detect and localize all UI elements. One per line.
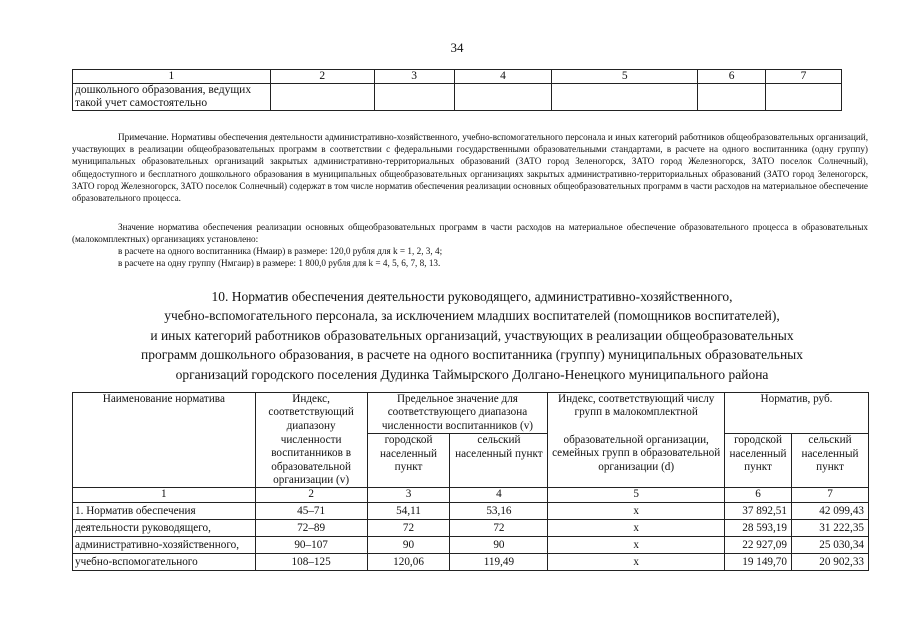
empty-cell <box>374 84 454 111</box>
row-limit-city: 72 <box>367 519 450 536</box>
column-number: 4 <box>450 488 548 502</box>
row-groups: x <box>548 502 725 519</box>
column-number: 2 <box>270 70 374 84</box>
row-groups: x <box>548 553 725 570</box>
note-line-per-group: в расчете на одну группу (Нмгаир) в размере: 1 800,0 рубля для k = 4, 5, 6, 7, 8, 13. <box>118 258 441 268</box>
column-number: 5 <box>548 488 725 502</box>
header-index-range-cont: численности воспитанников в образовательной организации (v) <box>255 434 367 488</box>
table-row <box>73 553 869 570</box>
column-number: 1 <box>73 70 271 84</box>
header-index-range: Индекс, соответствующий диапазону <box>255 393 367 434</box>
section-title-line: 10. Норматив обеспечения деятельности руководящего, административно-хозяйственного, <box>211 289 733 304</box>
column-number: 2 <box>255 488 367 502</box>
section-title <box>72 287 872 384</box>
header-groups: Индекс, соответствующий числу групп в малокомплектной <box>548 393 725 434</box>
row-range: 108–125 <box>255 553 367 570</box>
table-row <box>73 502 869 519</box>
continuation-table <box>72 69 842 111</box>
page-number: 34 <box>450 40 464 55</box>
row-label-cell <box>73 84 271 111</box>
section-title-line: учебно-вспомогательного персонала, за исключением младших воспитателей (помощников воспитателей), <box>164 308 780 324</box>
row-groups: x <box>548 536 725 553</box>
row-limit-rural: 72 <box>450 519 548 536</box>
row-limit-rural: 119,49 <box>450 553 548 570</box>
row-norm-city: 19 149,70 <box>725 553 792 570</box>
header-norm: Норматив, руб. <box>725 393 869 434</box>
table-row <box>73 519 869 536</box>
row-limit-city: 54,11 <box>367 502 450 519</box>
row-norm-rural: 20 902,33 <box>791 553 868 570</box>
header-groups-cont: образовательной организации, семейных групп в образовательной организации (d) <box>548 434 725 488</box>
column-number: 3 <box>367 488 450 502</box>
column-number: 3 <box>374 70 454 84</box>
section-title-line: и иных категорий работников образовательных организаций, участвующих в реализации общеобразовательных <box>150 327 794 343</box>
row-limit-rural: 90 <box>450 536 548 553</box>
column-number: 4 <box>454 70 552 84</box>
note-paragraph-2: Значение норматива обеспечения реализации основных общеобразовательных программ в части расходов на материальное обеспечение образовательного процесса в образовательных (малокомплектных) организациях установлено: <box>72 222 868 245</box>
row-label-line: такой учет самостоятельно <box>75 97 208 109</box>
column-number-row <box>73 488 869 502</box>
empty-cell <box>270 84 374 111</box>
empty-cell <box>698 84 766 111</box>
row-norm-rural: 25 030,34 <box>791 536 868 553</box>
row-range: 90–107 <box>255 536 367 553</box>
empty-cell <box>766 84 842 111</box>
table-row <box>73 536 869 553</box>
note-paragraph-1: Примечание. Нормативы обеспечения деятельности административно-хозяйственного, учебно-вспомогательного персонала и иных категорий работников общеобразовательных организаций, участвующих в реализации общеобразовательных программ в соответствии с федеральными государственными образовательными стандартами, в расчете на одного воспитанника (одну группу) муниципальных образовательных организаций закрытых административно-территориальных образований (ЗАТО город Зеленогорск, ЗАТО город Железногорск, ЗАТО поселок Солнечный), общедоступного и бесплатного дошкольного образования в муниципальных общеобразовательных организациях закрытых административно-территориальных образований (ЗАТО город Зеленогорск, ЗАТО город Железногорск, ЗАТО поселок Солнечный) содержат в том числе норматив обеспечения реализации основных общеобразовательных программ в части расходов на материальное обеспечение образовательного процесса. <box>72 132 868 204</box>
row-limit-rural: 53,16 <box>450 502 548 519</box>
column-number: 6 <box>725 488 792 502</box>
row-limit-city: 90 <box>367 536 450 553</box>
column-number: 7 <box>766 70 842 84</box>
row-name: деятельности руководящего, <box>73 519 256 536</box>
row-norm-city: 37 892,51 <box>725 502 792 519</box>
column-number: 5 <box>552 70 698 84</box>
column-number: 7 <box>791 488 868 502</box>
column-number: 1 <box>73 488 256 502</box>
header-limit: Предельное значение для соответствующего диапазона численности воспитанников (v) <box>367 393 548 434</box>
header-limit-rural: сельский населенный пункт <box>450 434 548 488</box>
row-norm-rural: 42 099,43 <box>791 502 868 519</box>
row-label-line: дошкольного образования, ведущих <box>75 84 252 96</box>
row-limit-city: 120,06 <box>367 553 450 570</box>
header-limit-city: городской населенный пункт <box>367 434 450 488</box>
column-number: 6 <box>698 70 766 84</box>
header-norm-city: городской населенный пункт <box>725 434 792 488</box>
row-name: административно-хозяйственного, <box>73 536 256 553</box>
norm-table <box>72 392 869 571</box>
empty-cell <box>552 84 698 111</box>
row-name: учебно-вспомогательного <box>73 553 256 570</box>
header-norm-rural: сельский населенный пункт <box>791 434 868 488</box>
row-norm-rural: 31 222,35 <box>791 519 868 536</box>
header-row <box>73 393 869 434</box>
empty-cell <box>454 84 552 111</box>
table-row <box>73 84 842 111</box>
row-norm-city: 22 927,09 <box>725 536 792 553</box>
row-range: 45–71 <box>255 502 367 519</box>
row-groups: x <box>548 519 725 536</box>
section-title-line: программ дошкольного образования, в расчете на одного воспитанника (группу) муниципальных образовательных <box>140 347 804 363</box>
row-range: 72–89 <box>255 519 367 536</box>
column-number-row <box>73 70 842 84</box>
row-norm-city: 28 593,19 <box>725 519 792 536</box>
header-name: Наименование норматива <box>73 393 256 488</box>
section-title-line: организаций городского поселения Дудинка Таймырского Долгано-Ненецкого муниципального района <box>175 366 769 382</box>
note-line-per-child: в расчете на одного воспитанника (Нмаир) в размере: 120,0 рубля для k = 1, 2, 3, 4; <box>118 246 443 256</box>
row-name: 1. Норматив обеспечения <box>73 502 256 519</box>
